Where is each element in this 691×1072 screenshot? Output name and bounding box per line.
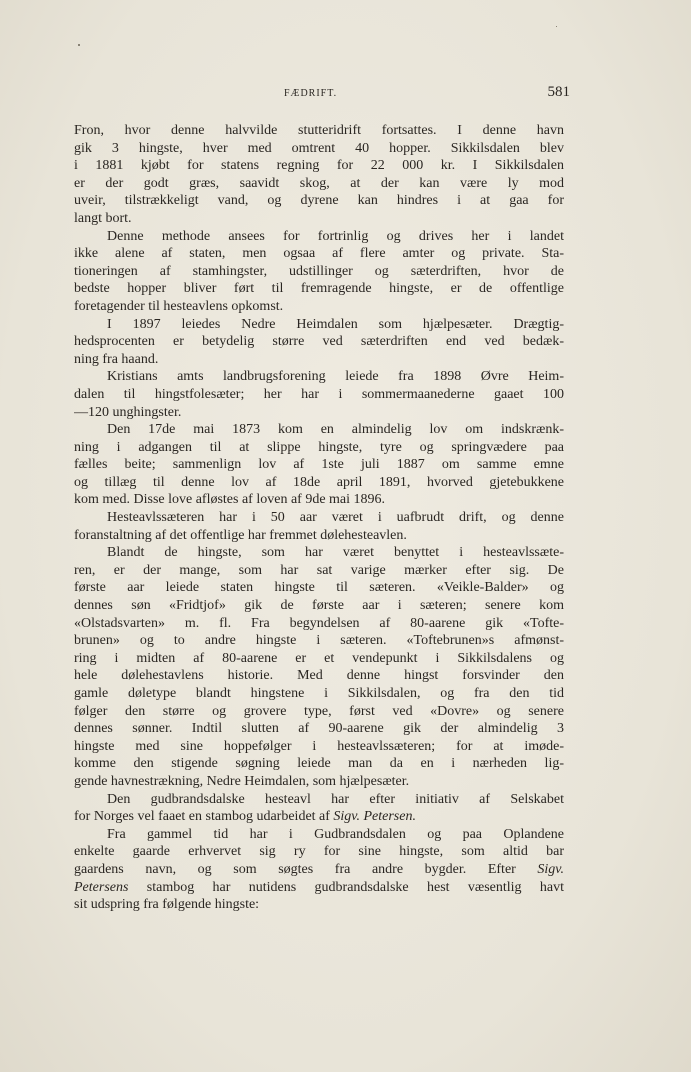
text-line: Den 17de mai 1873 kom en almindelig lov om indskrænk- [107, 422, 564, 438]
text-line: fælles beite; sammenlign lov af 1ste juli 1887 om samme emne [74, 457, 564, 473]
text-line: i 1881 kjøbt for statens regning for 22 000 kr. I Sikkilsdalen [74, 158, 564, 174]
text-line: og tillæg til denne lov af 18de april 1891, hvorved gjetebukkene [74, 474, 564, 490]
text-line: første aar leiede staten hingste til sæteren. «Veikle-Balder» og [74, 580, 564, 596]
text-line: brunen» og to andre hingste i sæteren. «Toftebrunen»s afmønst- [74, 633, 564, 649]
text-line: gende havnestrækning, Nedre Heimdalen, som hjælpesæter. [74, 773, 410, 789]
text-line: ikke alene af staten, men ogsaa af flere amter og private. Sta- [74, 246, 564, 262]
italic-author-name: Petersens [74, 879, 129, 895]
text-line: dennes søn «Fridtjof» gik de første aar i sæteren; senere kom [74, 598, 564, 614]
text-line: hedsprocenten er betydelig større ved sæterdriften end ved bedæk- [74, 334, 564, 350]
italic-author-name: Sigv. [537, 861, 564, 877]
text-line: Kristians amts landbrugsforening leiede fra 1898 Øvre Heim- [107, 369, 564, 385]
text-line: Petersens stambog har nutidens gudbrandsdalske hest væsentlig havt [74, 879, 564, 895]
text-line: uveir, tilstrækkeligt vand, og dyrene kan hindres i at gaa for [74, 193, 564, 209]
text-line: ning i adgangen til at slippe hingste, tyre og springvædere paa [74, 439, 564, 455]
text-line: hingste med sine hoppefølger i hesteavlssæteren; for at imøde- [74, 738, 564, 754]
text-line: foranstaltning af det offentlige har fremmet dølehesteavlen. [74, 527, 407, 543]
text-line: følger den større og grovere type, først ved «Dovre» og senere [74, 703, 564, 719]
text-line: Fron, hvor denne halvvilde stutteridrift fortsattes. I denne havn [74, 123, 564, 138]
page-header [74, 80, 570, 104]
text-line: Denne methode ansees for fortrinlig og drives her i landet [107, 228, 564, 244]
text-line: kom med. Disse love afløstes af loven af 9de mai 1896. [74, 492, 386, 508]
running-title: FÆDRIFT. [284, 88, 338, 99]
text-line: komme den stigende søgning leiede man da en i nærheden lig- [74, 756, 564, 772]
text-line: hele dølehestavlens historie. Med denne hingst forsvinder den [74, 668, 564, 684]
paper-speck [556, 26, 557, 27]
text-line: sit udspring fra følgende hingste: [74, 897, 260, 913]
text-line: Hesteavlssæteren har i 50 aar været i uafbrudt drift, og denne [107, 510, 564, 526]
text-line: foretagender til hesteavlens opkomst. [74, 298, 284, 314]
text-line: ning fra haand. [74, 351, 159, 367]
text-line: gaardens navn, og som søgtes fra andre bygder. Efter Sigv. [74, 861, 564, 877]
text-line: ring i midten af 80-aarene er et vendepunkt i Sikkilsdalens og [74, 650, 564, 666]
text-line: enkelte gaarde erhvervet sig ry for sine hingste, som altid bar [74, 844, 564, 860]
text-line: tioneringen af stamhingster, udstillinger og sæterdriften, hvor de [74, 263, 564, 279]
text-line: ren, er der mange, som har sat varige mærker efter sig. De [74, 562, 564, 578]
body-text [74, 122, 564, 914]
text-line: er der godt græs, saavidt skog, at der kan være ly mod [74, 175, 564, 191]
text-line: I 1897 leiedes Nedre Heimdalen som hjælpesæter. Drægtig- [107, 316, 564, 332]
text-line: Den gudbrandsdalske hesteavl har efter initiativ af Selskabet [107, 791, 564, 807]
text-line: Fra gammel tid har i Gudbrandsdalen og paa Oplandene [107, 826, 564, 842]
text-line: langt bort. [74, 210, 132, 226]
text-line: bedste hopper bliver ført til fremragende hingste, er de offentlige [74, 281, 564, 297]
text-line: gik 3 hingste, hver med omtrent 40 hopper. Sikkilsdalen blev [74, 140, 564, 156]
text-line: dennes sønner. Indtil slutten af 90-aarene gik der almindelig 3 [74, 721, 564, 737]
text-line: —120 unghingster. [74, 404, 182, 420]
paper-speck [78, 44, 80, 46]
page-number: 581 [547, 84, 570, 100]
text-line: dalen til hingstfolesæter; her har i sommermaanederne gaaet 100 [74, 386, 564, 402]
text-line: for Norges vel faaet en stambog udarbeidet af Sigv. Petersen. [74, 809, 416, 825]
text-line: Blandt de hingste, som har været benyttet i hesteavlssæte- [107, 545, 564, 561]
text-line: «Olstadsvarten» m. fl. Fra begyndelsen af 80-aarene gik «Tofte- [74, 615, 564, 631]
text-line: gamle døletype blandt hingstene i Sikkilsdalen, og fra den tid [74, 686, 564, 701]
italic-author-name: Sigv. Petersen. [333, 809, 416, 825]
